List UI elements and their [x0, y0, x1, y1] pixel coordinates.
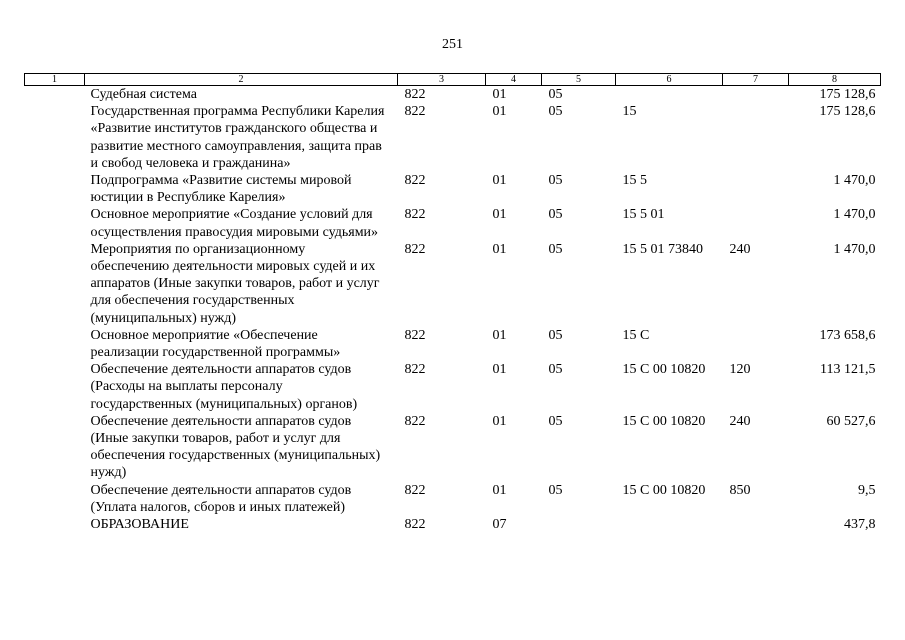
row-number-cell — [25, 103, 85, 172]
ministry-code: 822 — [404, 517, 426, 533]
ministry-code: 822 — [404, 327, 426, 343]
subsection-code: 05 — [548, 87, 563, 102]
row-number-cell — [25, 206, 85, 240]
section-code: 01 — [492, 362, 507, 378]
expense-name: Обеспечение деятельности аппаратов судов (Уплата налогов, сборов и иных платежей) — [90, 482, 352, 515]
subsection-code: 05 — [548, 207, 563, 223]
ministry-code: 822 — [404, 173, 426, 189]
expense-name: Подпрограмма «Развитие системы мировой юстиции в Республике Карелия» — [90, 173, 352, 206]
section-code: 01 — [492, 104, 507, 120]
amount: 60 527,6 — [826, 413, 876, 429]
section-code: 01 — [492, 482, 507, 498]
amount: 1 470,0 — [833, 207, 876, 223]
subsection-code — [542, 516, 616, 533]
subsection-code: 05 — [548, 362, 563, 378]
subsection-code: 05 — [548, 327, 563, 343]
target-article-code: 15 — [622, 104, 637, 120]
subsection-code: 05 — [548, 482, 563, 498]
ministry-code: 822 — [404, 482, 426, 498]
target-article-code — [616, 516, 723, 533]
amount: 1 470,0 — [833, 173, 876, 189]
section-code: 07 — [492, 517, 507, 533]
table-row — [25, 241, 881, 327]
expense-type-code: 240 — [729, 241, 751, 257]
table-body — [25, 86, 881, 534]
expense-name: Судебная система — [90, 87, 197, 102]
target-article-code: 15 5 01 — [622, 207, 665, 223]
target-article-code: 15 5 01 73840 — [622, 241, 703, 257]
table-row — [25, 482, 881, 516]
section-code: 01 — [492, 87, 507, 102]
table-row — [25, 206, 881, 240]
amount: 175 128,6 — [819, 87, 876, 102]
expense-name: Обеспечение деятельности аппаратов судов (Иные закупки товаров, работ и услуг для обеспечения государственных (муниципальных) нужд) — [90, 413, 381, 481]
row-number-cell — [25, 413, 85, 482]
target-article-code: 15 5 — [622, 173, 647, 189]
target-article-code: 15 С 00 10820 — [622, 362, 706, 378]
target-article-code: 15 С — [622, 327, 650, 343]
column-number-2: 2 — [85, 74, 398, 86]
expense-type-code — [723, 516, 789, 533]
table-header — [25, 74, 881, 86]
table-row — [25, 413, 881, 482]
row-number-cell — [25, 516, 85, 533]
expense-type-code — [723, 206, 789, 240]
row-number-cell — [25, 361, 85, 413]
table-row — [25, 172, 881, 206]
expense-type-code: 850 — [729, 482, 751, 498]
column-number-5: 5 — [542, 74, 616, 86]
amount: 9,5 — [858, 482, 876, 498]
subsection-code: 05 — [548, 241, 563, 257]
row-number-cell — [25, 327, 85, 361]
expense-name: Основное мероприятие «Создание условий для осуществления правосудия мировыми судьями» — [90, 207, 379, 240]
page-number: 251 — [442, 37, 463, 52]
section-code: 01 — [492, 241, 507, 257]
ministry-code: 822 — [404, 241, 426, 257]
table-row — [25, 327, 881, 361]
column-number-7: 7 — [723, 74, 789, 86]
table-row — [25, 86, 881, 104]
ministry-code: 822 — [404, 104, 426, 120]
column-number-1: 1 — [25, 74, 85, 86]
budget-table — [24, 73, 881, 533]
expense-name: ОБРАЗОВАНИЕ — [90, 517, 189, 533]
amount: 1 470,0 — [833, 241, 876, 257]
section-code: 01 — [492, 207, 507, 223]
subsection-code: 05 — [548, 104, 563, 120]
expense-name: Государственная программа Республики Карелия «Развитие институтов гражданского общества и развитие местного самоуправления, защита прав и свобод человека и гражданина» — [90, 104, 385, 171]
target-article-code — [616, 86, 723, 104]
table-row — [25, 103, 881, 172]
subsection-code: 05 — [548, 413, 563, 429]
amount: 437,8 — [844, 517, 876, 533]
amount: 175 128,6 — [819, 104, 876, 120]
ministry-code: 822 — [404, 207, 426, 223]
ministry-code: 822 — [404, 87, 426, 102]
row-number-cell — [25, 482, 85, 516]
expense-name: Мероприятия по организационному обеспечению деятельности мировых судей и их аппаратов (Иные закупки товаров, работ и услуг для обеспечения государственных (муниципальных) нужд) — [90, 241, 380, 326]
column-number-4: 4 — [486, 74, 542, 86]
column-number-row — [25, 74, 881, 86]
subsection-code: 05 — [548, 173, 563, 189]
expense-type-code — [723, 103, 789, 172]
row-number-cell — [25, 86, 85, 104]
expense-type-code — [723, 327, 789, 361]
amount: 173 658,6 — [819, 327, 876, 343]
row-number-cell — [25, 172, 85, 206]
ministry-code: 822 — [404, 362, 426, 378]
column-number-6: 6 — [616, 74, 723, 86]
expense-type-code: 120 — [729, 362, 751, 378]
column-number-3: 3 — [398, 74, 486, 86]
section-code: 01 — [492, 327, 507, 343]
expense-name: Обеспечение деятельности аппаратов судов (Расходы на выплаты персоналу государственных (муниципальных) органов) — [90, 362, 358, 412]
expense-name: Основное мероприятие «Обеспечение реализации государственной программы» — [90, 327, 341, 361]
ministry-code: 822 — [404, 413, 426, 429]
section-code: 01 — [492, 173, 507, 189]
table-row — [25, 361, 881, 413]
amount: 113 121,5 — [820, 362, 876, 378]
section-code: 01 — [492, 413, 507, 429]
target-article-code: 15 С 00 10820 — [622, 482, 706, 498]
column-number-8: 8 — [789, 74, 881, 86]
table-row — [25, 516, 881, 533]
expense-type-code — [723, 86, 789, 104]
target-article-code: 15 С 00 10820 — [622, 413, 706, 429]
expense-type-code — [723, 172, 789, 206]
row-number-cell — [25, 241, 85, 327]
expense-type-code: 240 — [729, 413, 751, 429]
